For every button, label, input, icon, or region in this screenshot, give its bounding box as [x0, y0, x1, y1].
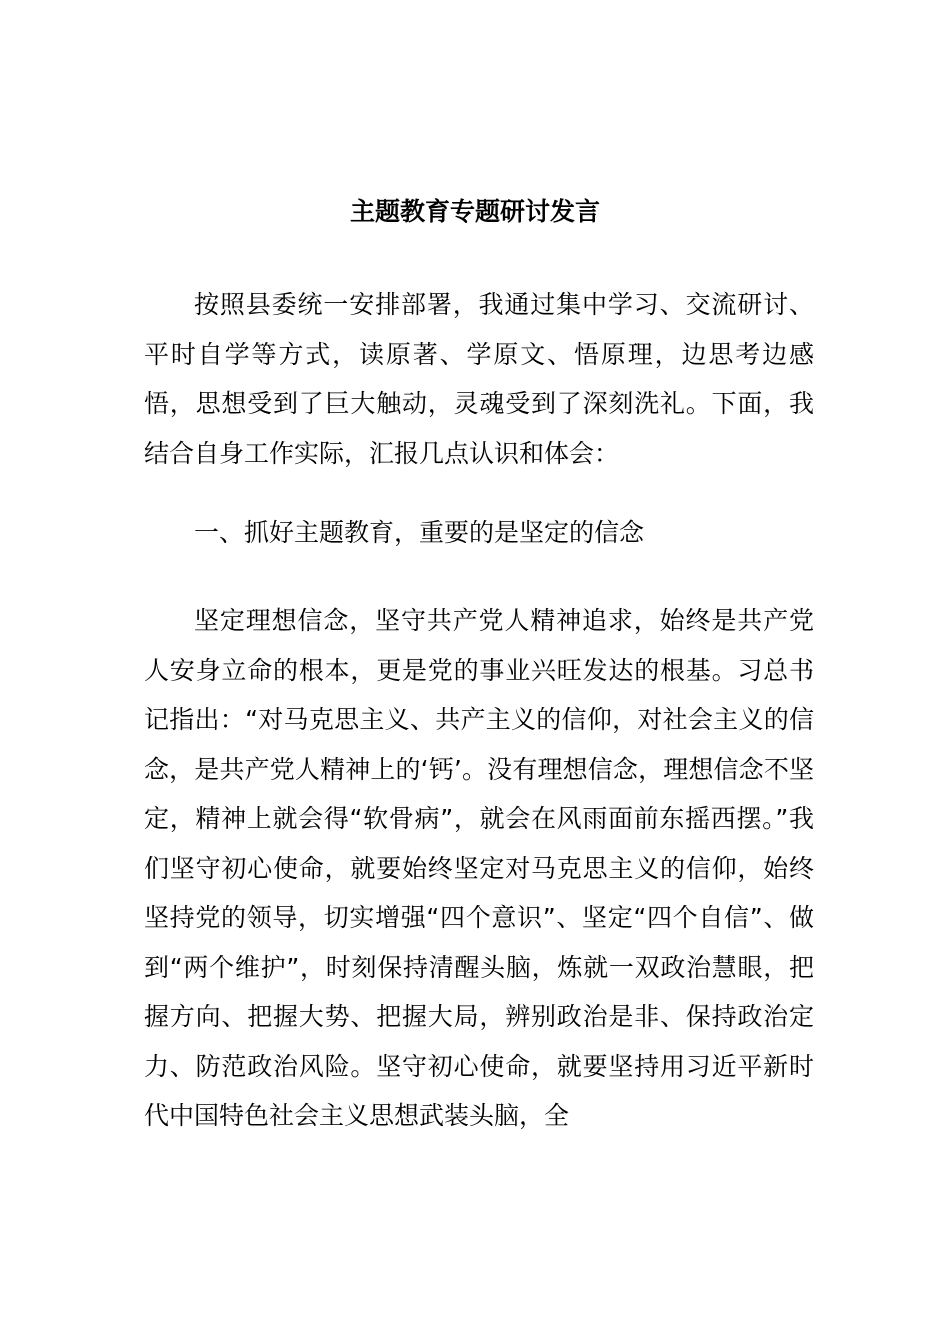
document-title: 主题教育专题研讨发言 [349, 197, 600, 226]
section-heading-1: 一、抓好主题教育，重要的是坚定的信念 [194, 518, 645, 547]
intro-paragraph: 按照县委统一安排部署，我通过集中学习、交流研讨、平时自学等方式，读原著、学原文、悟原理，边思考边感悟，思想受到了巨大触动，灵魂受到了深刻洗礼。下面，我结合自身工作实际，汇报几点认识和体会： [144, 290, 814, 468]
section-paragraph-1: 坚定理想信念，坚守共产党人精神追求，始终是共产党人安身立命的根本，更是党的事业兴旺发达的根基。习总书记指出：“对马克思主义、共产主义的信仰，对社会主义的信念，是共产党人精神上的‘钙’。没有理想信念，理想信念不坚定，精神上就会得“软骨病”，就会在风雨面前东摇西摆。”我们坚守初心使命，就要始终坚定对马克思主义的信仰，始终坚持党的领导，切实增强“四个意识”、坚定“四个自信”、做到“两个维护”，时刻保持清醒头脑，炼就一双政治慧眼，把握方向、把握大势、把握大局，辨别政治是非、保持政治定力、防范政治风险。坚守初心使命，就要坚持用习近平新时代中国特色社会主义思想武装头脑，全 [144, 606, 814, 1130]
